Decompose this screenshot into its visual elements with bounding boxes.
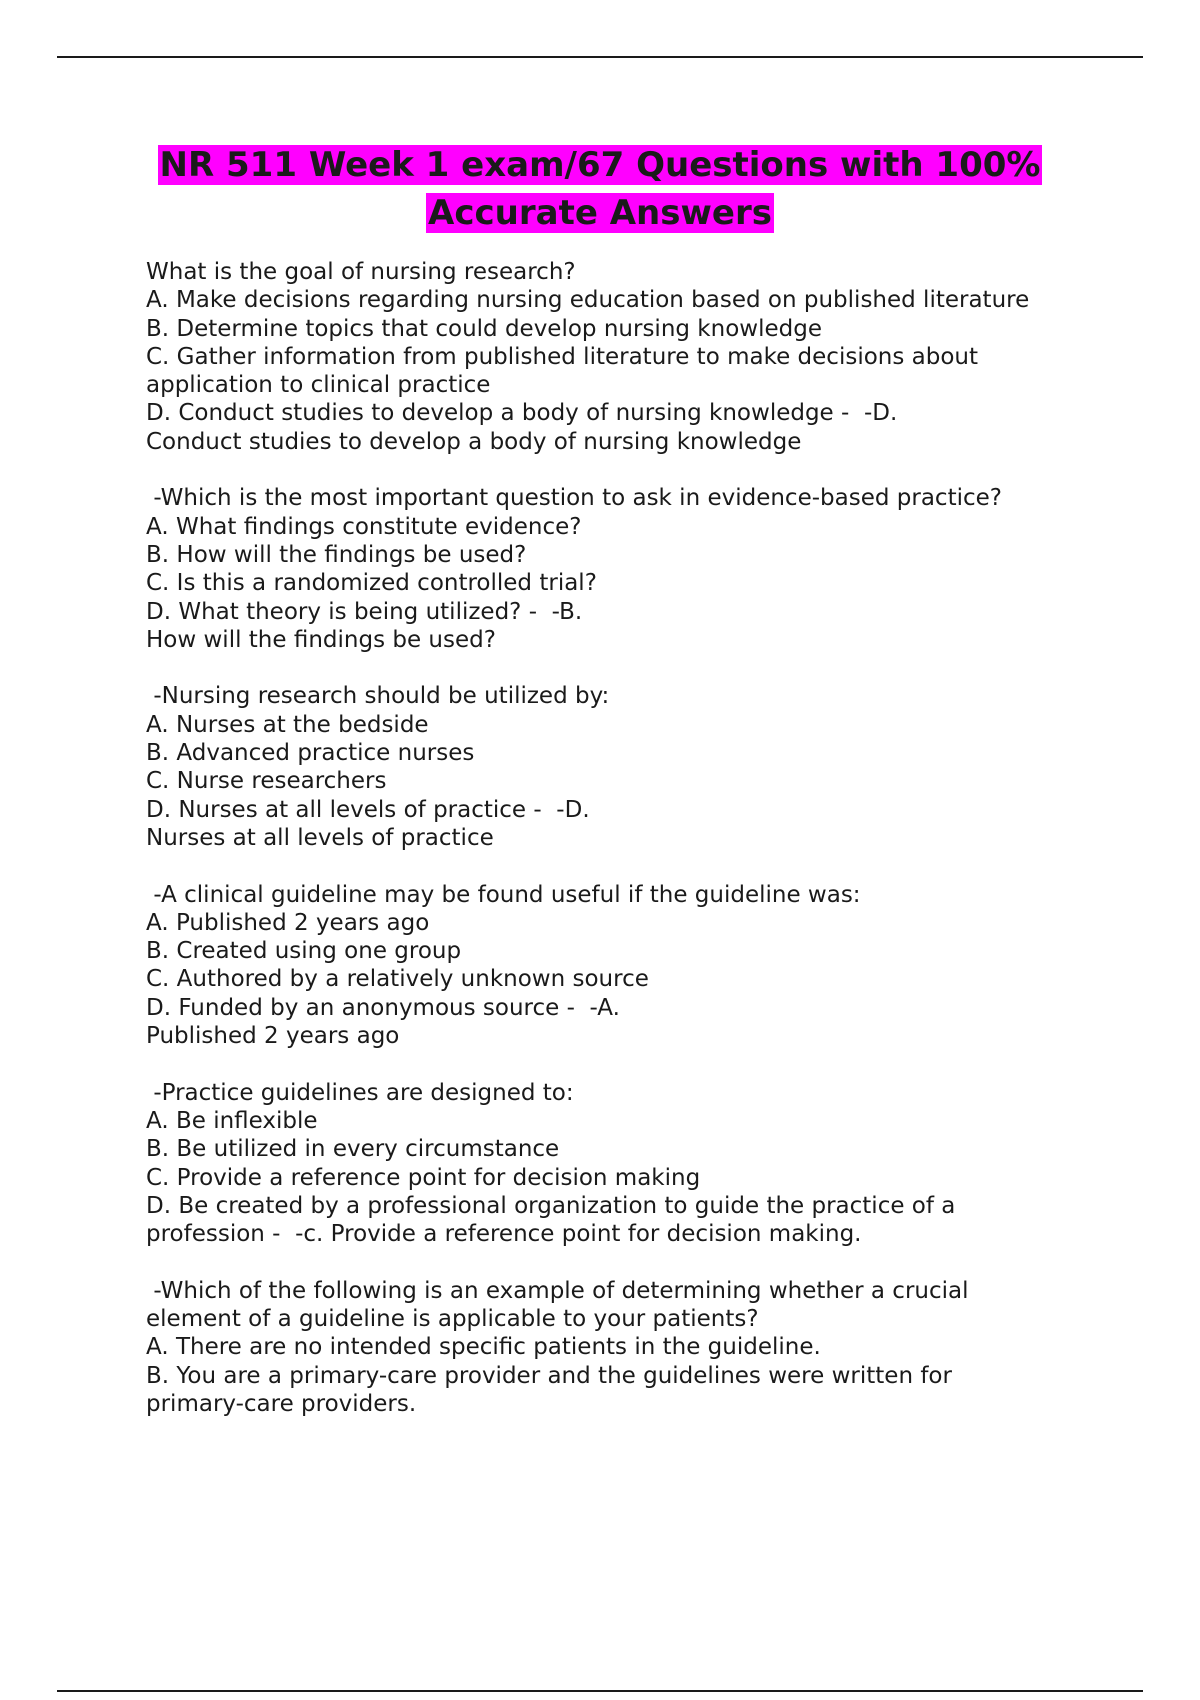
question-line: D. What theory is being utilized? - -B. [146,598,583,625]
question-line: What is the goal of nursing research? [146,259,576,285]
question-4 [146,881,1086,1051]
question-line: C. Authored by a relatively unknown source [146,966,649,993]
question-line: B. Advanced practice nurses [146,740,475,767]
question-line: D. Nurses at all levels of practice - -D. [146,796,590,823]
title-highlight-2: Accurate Answers [428,193,772,233]
question-3 [146,682,1086,852]
question-2 [146,484,1086,654]
question-line: How will the findings be used? [146,626,496,653]
question-line: -Which is the most important question to ask in evidence-based practice? [146,485,1002,512]
question-line: application to clinical practice [146,372,491,399]
question-line: element of a guideline is applicable to your patients? [146,1305,759,1332]
question-line: A. Nurses at the bedside [146,711,429,738]
question-line: B. Determine topics that could develop nursing knowledge [146,315,822,342]
question-line: B. You are a primary-care provider and the guidelines were written for [146,1362,952,1389]
question-5 [146,1079,1086,1249]
question-line: B. How will the findings be used? [146,541,527,568]
title-highlight-1: NR 511 Week 1 exam/67 Questions with 100% [159,145,1041,185]
question-line: A. What findings constitute evidence? [146,513,582,540]
question-6 [146,1277,1086,1418]
question-line: D. Conduct studies to develop a body of nursing knowledge - -D. [146,400,898,427]
question-line: D. Funded by an anonymous source - -A. [146,994,620,1021]
top-rule [57,56,1143,58]
title-line-2 [0,192,1200,240]
question-line: D. Be created by a professional organization to guide the practice of a [146,1192,956,1219]
question-line: Nurses at all levels of practice [146,824,494,851]
question-1 [146,258,1086,456]
question-line: primary-care providers. [146,1390,417,1417]
document-title [0,144,1200,240]
question-line: A. Make decisions regarding nursing education based on published literature [146,287,1030,314]
question-line: B. Created using one group [146,938,462,965]
question-line: Conduct studies to develop a body of nursing knowledge [146,428,802,455]
question-line: Published 2 years ago [146,1023,400,1050]
question-line: -Which of the following is an example of determining whether a crucial [146,1277,969,1304]
question-line: -Nursing research should be utilized by: [146,683,610,710]
title-line-1 [0,144,1200,192]
question-line: C. Provide a reference point for decision making [146,1164,701,1191]
question-list [146,258,1086,1446]
question-line: A. Published 2 years ago [146,909,430,936]
question-line: B. Be utilized in every circumstance [146,1136,560,1163]
question-line: A. Be inflexible [146,1107,318,1134]
question-line: C. Gather information from published literature to make decisions about [146,343,979,370]
question-line: -A clinical guideline may be found useful if the guideline was: [146,881,861,908]
bottom-rule [57,1690,1143,1692]
question-line: A. There are no intended specific patients in the guideline. [146,1334,821,1361]
question-line: C. Nurse researchers [146,768,387,795]
question-line: C. Is this a randomized controlled trial? [146,570,597,597]
question-line: -Practice guidelines are designed to: [146,1079,574,1106]
question-line: profession - -c. Provide a reference point for decision making. [146,1221,862,1248]
